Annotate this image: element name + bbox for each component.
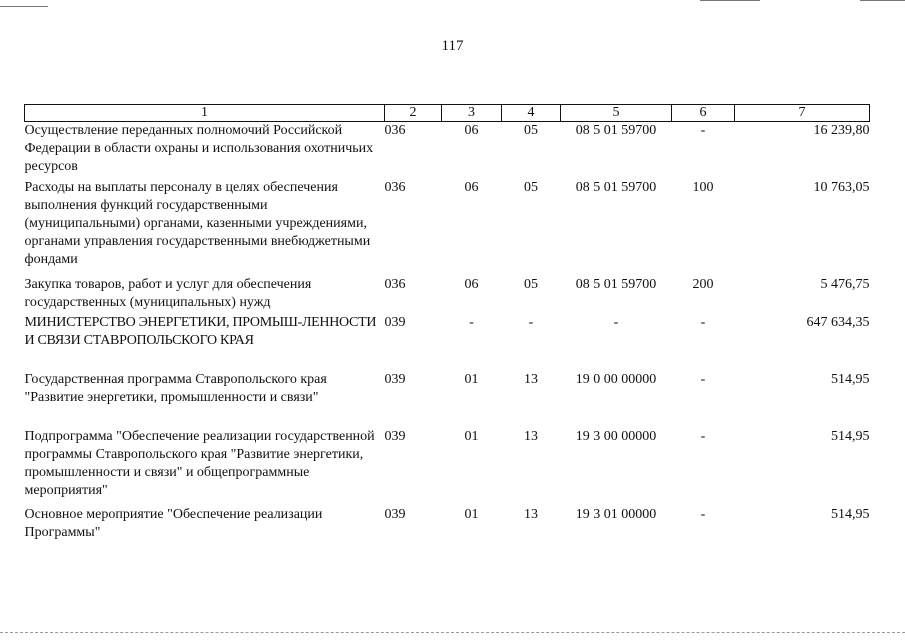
table-row [25, 371, 870, 428]
row-ministry-code: 036 [384, 276, 406, 292]
column-header-6: 6 [672, 105, 735, 122]
row-section: 06 [464, 276, 479, 292]
row-name: Государственная программа Ставропольского края "Развитие энергетики, промышленности и связи" [24, 371, 327, 405]
row-section: 01 [464, 506, 479, 522]
table-row [25, 506, 870, 544]
row-target-article: - [613, 314, 619, 330]
row-expense-type: - [700, 506, 706, 522]
row-target-article: 08 5 01 59700 [575, 276, 657, 292]
row-expense-type: 100 [692, 179, 714, 195]
row-ministry-code: 039 [384, 314, 406, 330]
row-expense-type: - [700, 314, 706, 330]
column-header-3: 3 [442, 105, 502, 122]
row-subsection: 13 [524, 428, 538, 444]
budget-table [24, 104, 870, 544]
column-header-5: 5 [561, 105, 672, 122]
header-row [25, 105, 870, 122]
table-row [25, 122, 870, 179]
column-header-7: 7 [735, 105, 870, 122]
column-header-2: 2 [385, 105, 442, 122]
scan-edge-line-bottom [0, 632, 905, 634]
row-ministry-code: 039 [384, 428, 406, 444]
row-amount: 514,95 [831, 371, 870, 387]
row-subsection: 13 [524, 371, 538, 387]
row-name: Расходы на выплаты персоналу в целях обеспечения выполнения функций государственными (муниципальными) органами, казенными учреждениями, органами управления государственными внебюджетными фондами [24, 179, 371, 267]
row-section: 01 [464, 428, 479, 444]
row-section: - [469, 314, 474, 330]
row-name: Подпрограмма "Обеспечение реализации государственной программы Ставропольского края "Развитие энергетики, промышленности и связи" и общепрограммные мероприятия" [24, 428, 375, 498]
row-target-article: 08 5 01 59700 [575, 179, 657, 195]
row-subsection: 05 [524, 179, 538, 195]
row-subsection: 05 [524, 276, 538, 292]
row-expense-type: - [700, 371, 706, 387]
row-name: Основное мероприятие "Обеспечение реализации Программы" [24, 506, 323, 540]
row-ministry-code: 039 [384, 371, 406, 387]
scan-edge-line-top-left [0, 6, 48, 7]
row-name: МИНИСТЕРСТВО ЭНЕРГЕТИКИ, ПРОМЫШ-ЛЕННОСТИ И СВЯЗИ СТАВРОПОЛЬСКОГО КРАЯ [24, 314, 377, 348]
table-row [25, 276, 870, 314]
row-section: 06 [464, 179, 479, 195]
row-amount: 16 239,80 [813, 123, 870, 138]
row-amount: 5 476,75 [820, 276, 870, 292]
page-number: 117 [441, 38, 464, 54]
column-header-1: 1 [25, 105, 385, 122]
row-amount: 10 763,05 [813, 179, 870, 195]
row-expense-type: - [700, 428, 706, 444]
scan-edge-line-top-right-2 [860, 0, 905, 1]
row-subsection: 05 [524, 123, 538, 138]
row-expense-type: 200 [692, 276, 714, 292]
row-name: Закупка товаров, работ и услуг для обеспечения государственных (муниципальных) нужд [24, 276, 312, 310]
row-name: Осуществление переданных полномочий Российской Федерации в области охраны и использования охотничьих ресурсов [24, 123, 374, 174]
row-amount: 514,95 [831, 428, 870, 444]
row-subsection: - [528, 314, 534, 330]
row-ministry-code: 036 [384, 179, 406, 195]
row-target-article: 19 3 01 00000 [575, 506, 657, 522]
row-expense-type: - [700, 123, 706, 138]
row-amount: 514,95 [831, 506, 870, 522]
row-target-article: 08 5 01 59700 [575, 123, 657, 138]
row-target-article: 19 3 00 00000 [575, 428, 657, 444]
row-target-article: 19 0 00 00000 [575, 371, 657, 387]
row-ministry-code: 039 [384, 506, 406, 522]
row-section: 06 [464, 123, 479, 138]
row-ministry-code: 036 [384, 123, 406, 138]
row-subsection: 13 [524, 506, 538, 522]
table-row [25, 428, 870, 506]
row-amount: 647 634,35 [806, 314, 870, 330]
column-header-4: 4 [502, 105, 561, 122]
table-row [25, 314, 870, 371]
table-row [25, 179, 870, 276]
row-section: 01 [464, 371, 479, 387]
scan-edge-line-top-right [700, 0, 760, 1]
